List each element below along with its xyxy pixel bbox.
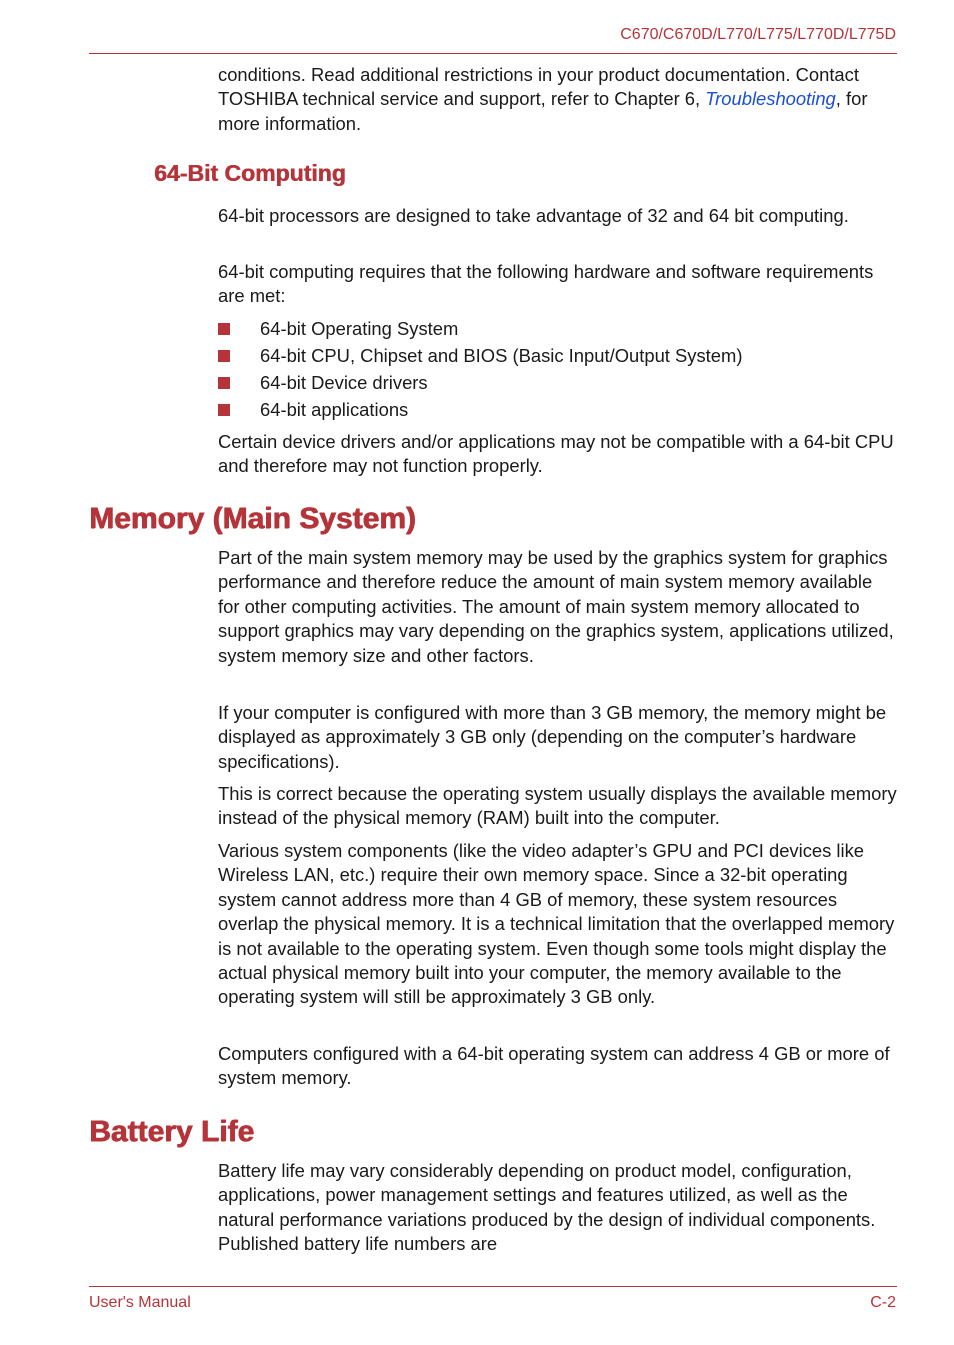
footer-manual-title: User's Manual — [89, 1294, 191, 1311]
paragraph-memory-1 — [218, 546, 898, 668]
text-battery-p1: Battery life may vary considerably depending on product model, configuration, applications, power management settings and features utilized, as well as the natural performance variations produced by the design of individual components. Published battery life numbers are — [218, 1160, 876, 1255]
bullet-square-icon — [218, 404, 230, 416]
paragraph-memory-4 — [218, 839, 898, 1010]
text-64bit-p2: 64-bit computing requires that the following hardware and software requirements are met: — [218, 261, 874, 307]
footer-page-number: C-2 — [870, 1294, 896, 1311]
intro-paragraph — [218, 63, 898, 136]
list-item — [218, 344, 742, 371]
bullet-square-icon — [218, 377, 230, 389]
list-item-label: 64-bit Operating System — [260, 318, 459, 339]
paragraph-memory-2 — [218, 701, 898, 774]
text-memory-p4: Various system components (like the video adapter’s GPU and PCI devices like Wireless LAN, etc.) require their own memory space. Since a 32-bit operating system cannot address more than 4 GB of memory, these system resources overlap the physical memory. It is a technical limitation that the overlapped memory is not available to the operating system. Even though some tools might display the actual physical memory built into your computer, the memory available to the operating system will still be approximately 3 GB only. — [218, 840, 895, 1008]
list-item — [218, 317, 742, 344]
header-rule — [89, 53, 897, 54]
paragraph-64bit-3 — [218, 430, 898, 479]
paragraph-memory-5 — [218, 1042, 898, 1091]
footer-rule — [89, 1286, 897, 1287]
requirements-list — [218, 317, 742, 425]
bullet-square-icon — [218, 350, 230, 362]
heading-battery-life: Battery Life — [89, 1115, 255, 1148]
paragraph-64bit-1 — [218, 204, 898, 228]
header-model-list: C670/C670D/L770/L775/L770D/L775D — [620, 26, 896, 43]
troubleshooting-link[interactable]: Troubleshooting — [705, 88, 836, 110]
intro-text-2: , for more information. — [218, 88, 868, 134]
list-item-label: 64-bit Device drivers — [260, 372, 428, 393]
paragraph-memory-3 — [218, 782, 898, 831]
text-memory-p2: If your computer is configured with more than 3 GB memory, the memory might be displayed as approximately 3 GB only (depending on the computer’s hardware specifications). — [218, 702, 887, 772]
list-item — [218, 398, 742, 425]
list-item — [218, 371, 742, 398]
intro-text-1: conditions. Read additional restrictions in your product documentation. Contact TOSHIBA technical service and support, refer to Chapter 6, — [218, 64, 859, 110]
text-memory-p1: Part of the main system memory may be used by the graphics system for graphics performance and therefore reduce the amount of main system memory available for other computing activities. The amount of main system memory allocated to support graphics may vary depending on the graphics system, applications utilized, system memory size and other factors. — [218, 547, 894, 666]
heading-memory: Memory (Main System) — [89, 502, 416, 535]
list-item-label: 64-bit applications — [260, 399, 409, 420]
text-memory-p5: Computers configured with a 64-bit operating system can address 4 GB or more of system memory. — [218, 1043, 890, 1089]
paragraph-64bit-2 — [218, 260, 898, 309]
text-64bit-p1: 64-bit processors are designed to take advantage of 32 and 64 bit computing. — [218, 205, 849, 226]
bullet-square-icon — [218, 323, 230, 335]
text-memory-p3: This is correct because the operating system usually displays the available memory instead of the physical memory (RAM) built into the computer. — [218, 783, 897, 829]
text-64bit-p3: Certain device drivers and/or applications may not be compatible with a 64-bit CPU and therefore may not function properly. — [218, 431, 894, 477]
paragraph-battery-1 — [218, 1159, 898, 1257]
heading-64bit-computing: 64-Bit Computing — [154, 160, 346, 186]
list-item-label: 64-bit CPU, Chipset and BIOS (Basic Input/Output System) — [260, 345, 743, 366]
